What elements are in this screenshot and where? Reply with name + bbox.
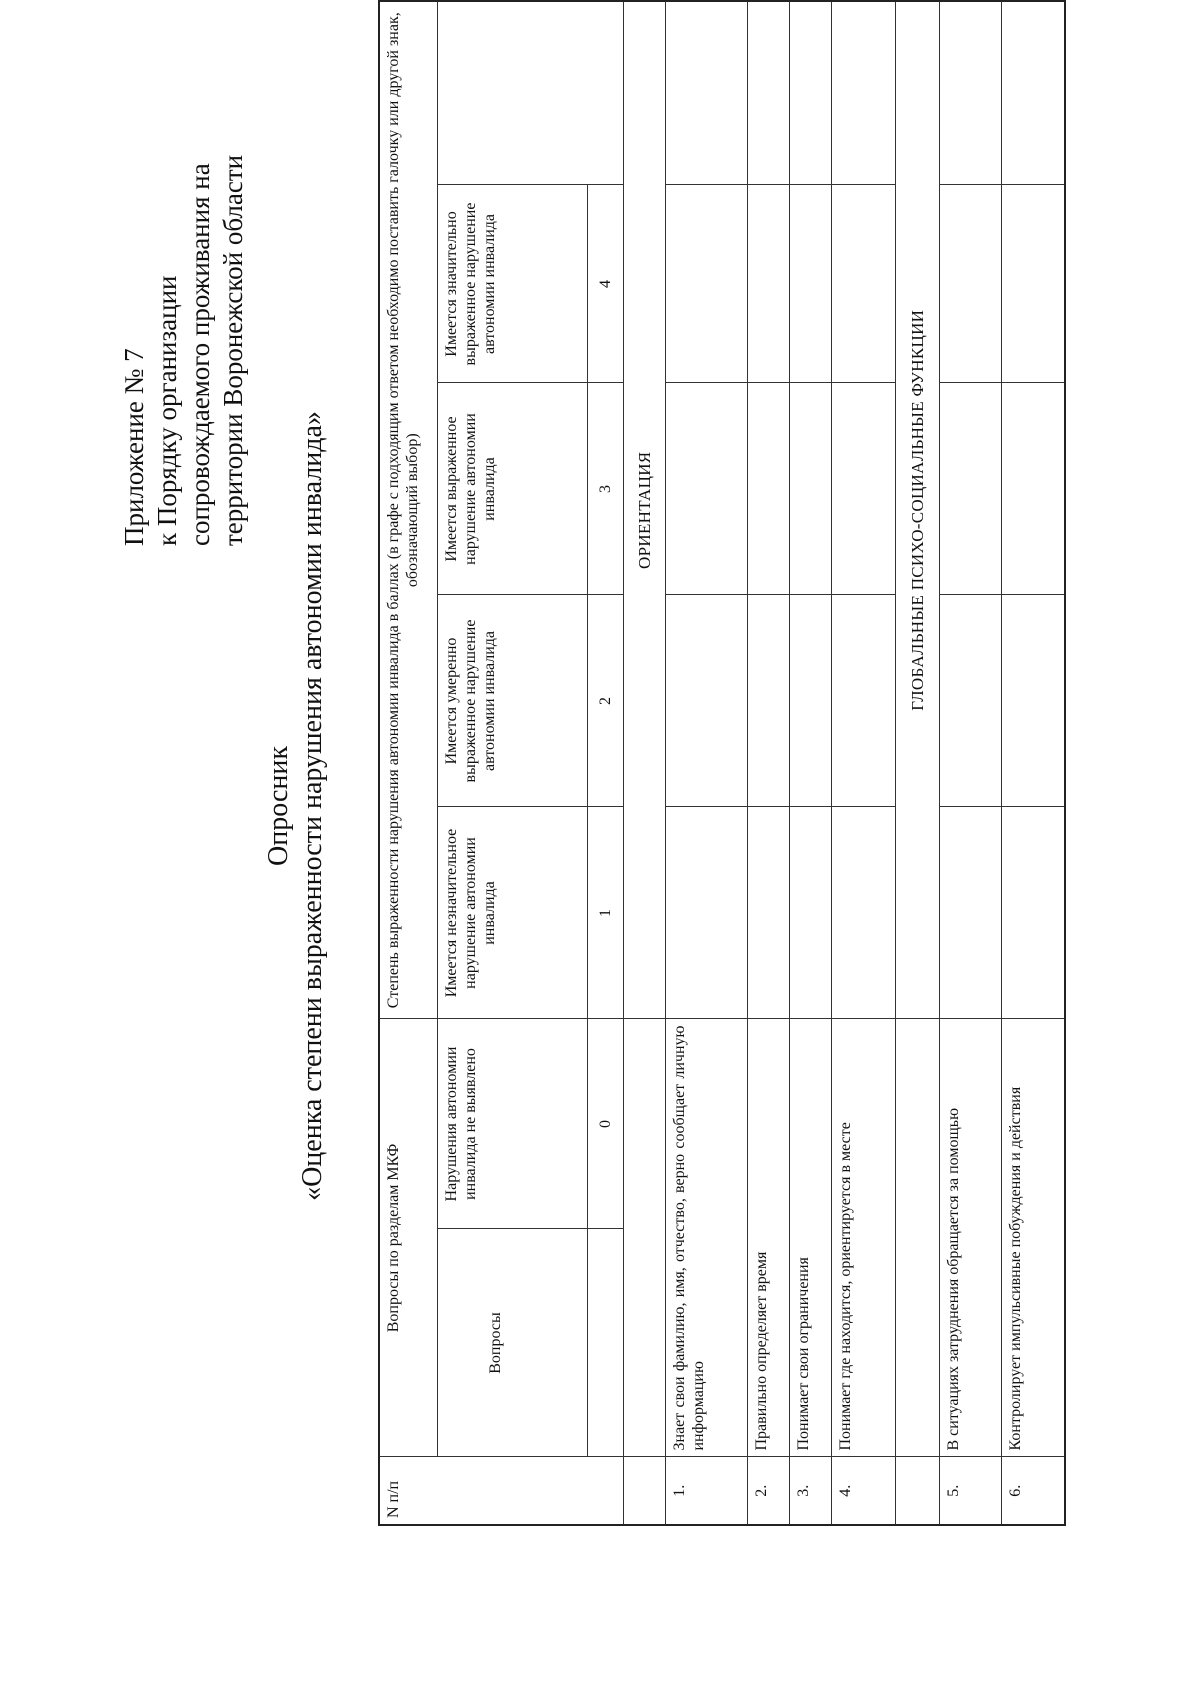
answer-cell[interactable] bbox=[939, 383, 1001, 595]
answer-cell[interactable] bbox=[789, 185, 831, 383]
appendix-header bbox=[118, 106, 250, 546]
answer-cell[interactable] bbox=[665, 1, 747, 185]
header-sections: Вопросы по разделам МКФ bbox=[379, 1019, 437, 1457]
row-question: Знает свои фамилию, имя, отчество, верно сообщает личную информацию bbox=[665, 1019, 747, 1457]
header-level-2: Имеется умеренно выраженное нарушение автономии инвалида bbox=[437, 595, 587, 807]
score-3: 3 bbox=[587, 383, 623, 595]
answer-cell[interactable] bbox=[831, 595, 895, 807]
answer-cell[interactable] bbox=[665, 383, 747, 595]
header-level-0: Нарушения автономии инвалида не выявлено bbox=[437, 1019, 587, 1229]
header-level-4: Имеется значительно выраженное нарушение автономии инвалида bbox=[437, 185, 587, 383]
header-num: N п/п bbox=[379, 1457, 623, 1525]
answer-cell[interactable] bbox=[1001, 1, 1065, 185]
header-questions: Вопросы bbox=[437, 1229, 587, 1457]
answer-cell[interactable] bbox=[789, 595, 831, 807]
score-4: 4 bbox=[587, 185, 623, 383]
score-spacer bbox=[587, 1229, 623, 1457]
header-levels-row bbox=[437, 1, 587, 1525]
document-title bbox=[262, 156, 330, 1456]
header-row bbox=[379, 1, 437, 1525]
row-question: Правильно определяет время bbox=[747, 1019, 789, 1457]
answer-cell[interactable] bbox=[1001, 185, 1065, 383]
answer-cell[interactable] bbox=[789, 1, 831, 185]
row-num: 6. bbox=[1001, 1457, 1065, 1525]
answer-cell[interactable] bbox=[747, 383, 789, 595]
score-2: 2 bbox=[587, 595, 623, 807]
section-row bbox=[895, 1, 939, 1525]
header-level-1: Имеется незначительное нарушение автономии инвалида bbox=[437, 807, 587, 1019]
table-row bbox=[1001, 1, 1065, 1525]
title-subtitle: «Оценка степени выраженности нарушения автономии инвалида» bbox=[297, 411, 328, 1201]
answer-cell[interactable] bbox=[939, 807, 1001, 1019]
header-level-3: Имеется выраженное нарушение автономии инвалида bbox=[437, 383, 587, 595]
section-num-cell bbox=[623, 1457, 665, 1525]
answer-cell[interactable] bbox=[939, 595, 1001, 807]
section-num-cell bbox=[895, 1457, 939, 1525]
answer-cell[interactable] bbox=[789, 807, 831, 1019]
section-orientation: ОРИЕНТАЦИЯ bbox=[623, 1, 665, 1019]
answer-cell[interactable] bbox=[665, 595, 747, 807]
answer-cell[interactable] bbox=[831, 185, 895, 383]
score-row bbox=[587, 1, 623, 1525]
answer-cell[interactable] bbox=[1001, 383, 1065, 595]
row-question: Контролирует импульсивные побуждения и действия bbox=[1001, 1019, 1065, 1457]
header-degree: Степень выраженности нарушения автономии инвалида в баллах (в графе с подходящим ответом необходимо поставить галочку или другой знак, обозначающий выбор) bbox=[379, 1, 437, 1019]
table-row bbox=[831, 1, 895, 1525]
row-question: Понимает где находится, ориентируется в месте bbox=[831, 1019, 895, 1457]
answer-cell[interactable] bbox=[665, 807, 747, 1019]
answer-cell[interactable] bbox=[789, 383, 831, 595]
table-row bbox=[939, 1, 1001, 1525]
score-1: 1 bbox=[587, 807, 623, 1019]
section-row bbox=[623, 1, 665, 1525]
answer-cell[interactable] bbox=[665, 185, 747, 383]
answer-cell[interactable] bbox=[831, 383, 895, 595]
title-line: Опросник bbox=[263, 746, 294, 866]
row-num: 2. bbox=[747, 1457, 789, 1525]
answer-cell[interactable] bbox=[747, 595, 789, 807]
survey-table bbox=[378, 0, 1066, 1526]
table-row bbox=[747, 1, 789, 1525]
answer-cell[interactable] bbox=[747, 1, 789, 185]
table-row bbox=[789, 1, 831, 1525]
appendix-line: территории Воронежской области bbox=[218, 154, 248, 546]
score-0: 0 bbox=[587, 1019, 623, 1229]
row-num: 5. bbox=[939, 1457, 1001, 1525]
row-num: 4. bbox=[831, 1457, 895, 1525]
row-question: В ситуациях затруднения обращается за помощью bbox=[939, 1019, 1001, 1457]
answer-cell[interactable] bbox=[1001, 807, 1065, 1019]
appendix-number: Приложение № 7 bbox=[119, 348, 149, 546]
answer-cell[interactable] bbox=[831, 807, 895, 1019]
row-question: Понимает свои ограничения bbox=[789, 1019, 831, 1457]
section-empty-cell bbox=[623, 1019, 665, 1457]
appendix-line: к Порядку организации bbox=[152, 275, 182, 546]
answer-cell[interactable] bbox=[939, 185, 1001, 383]
answer-cell[interactable] bbox=[831, 1, 895, 185]
answer-cell[interactable] bbox=[747, 185, 789, 383]
answer-cell[interactable] bbox=[1001, 595, 1065, 807]
section-global-functions: ГЛОБАЛЬНЫЕ ПСИХО-СОЦИАЛЬНЫЕ ФУНКЦИИ bbox=[895, 1, 939, 1019]
row-num: 3. bbox=[789, 1457, 831, 1525]
table-row bbox=[665, 1, 747, 1525]
answer-cell[interactable] bbox=[747, 807, 789, 1019]
answer-cell[interactable] bbox=[939, 1, 1001, 185]
row-num: 1. bbox=[665, 1457, 747, 1525]
section-empty-cell bbox=[895, 1019, 939, 1457]
appendix-line: сопровождаемого проживания на bbox=[185, 163, 215, 546]
